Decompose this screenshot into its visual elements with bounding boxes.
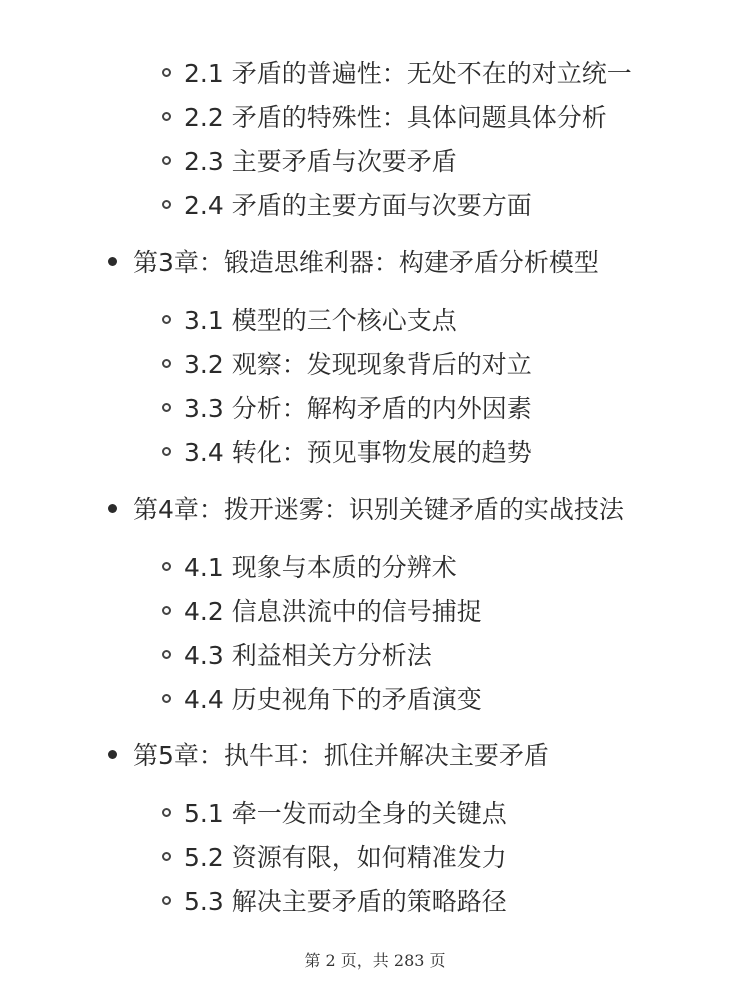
toc-entry-label: 3.3 分析：解构矛盾的内外因素 <box>184 394 532 423</box>
toc-subsection-5-1[interactable] <box>162 794 507 830</box>
toc-subsection-5-3[interactable] <box>162 882 507 918</box>
toc-entry-label: 4.3 利益相关方分析法 <box>184 641 432 670</box>
toc-subsection-3-1[interactable] <box>162 301 457 337</box>
solid-bullet-icon <box>108 504 117 513</box>
toc-subsection-4-4[interactable] <box>162 680 482 716</box>
toc-subsection-2-4[interactable] <box>162 186 532 222</box>
toc-entry-label: 第3章：锻造思维利器：构建矛盾分析模型 <box>133 248 599 277</box>
toc-subsection-4-2[interactable] <box>162 592 482 628</box>
toc-subsection-3-4[interactable] <box>162 433 532 469</box>
hollow-bullet-icon <box>162 852 171 861</box>
toc-entry-label: 第5章：执牛耳：抓住并解决主要矛盾 <box>133 741 549 770</box>
toc-entry-label: 3.4 转化：预见事物发展的趋势 <box>184 438 532 467</box>
hollow-bullet-icon <box>162 156 171 165</box>
hollow-bullet-icon <box>162 403 171 412</box>
toc-entry-label: 第4章：拨开迷雾：识别关键矛盾的实战技法 <box>133 495 624 524</box>
toc-subsection-4-3[interactable] <box>162 636 432 672</box>
toc-entry-label: 3.2 观察：发现现象背后的对立 <box>184 350 532 379</box>
toc-entry-label: 2.3 主要矛盾与次要矛盾 <box>184 147 457 176</box>
hollow-bullet-icon <box>162 112 171 121</box>
hollow-bullet-icon <box>162 694 171 703</box>
toc-entry-label: 2.2 矛盾的特殊性：具体问题具体分析 <box>184 103 607 132</box>
toc-entry-label: 5.2 资源有限，如何精准发力 <box>184 843 507 872</box>
toc-entry-label: 5.3 解决主要矛盾的策略路径 <box>184 887 507 916</box>
toc-subsection-5-2[interactable] <box>162 838 507 874</box>
hollow-bullet-icon <box>162 447 171 456</box>
toc-entry-label: 4.1 现象与本质的分辨术 <box>184 553 457 582</box>
toc-entry-label: 4.2 信息洪流中的信号捕捉 <box>184 597 482 626</box>
hollow-bullet-icon <box>162 359 171 368</box>
toc-chapter-4[interactable] <box>108 490 624 526</box>
hollow-bullet-icon <box>162 315 171 324</box>
toc-subsection-3-3[interactable] <box>162 389 532 425</box>
toc-subsection-2-2[interactable] <box>162 98 607 134</box>
toc-chapter-5[interactable] <box>108 736 549 772</box>
hollow-bullet-icon <box>162 562 171 571</box>
hollow-bullet-icon <box>162 808 171 817</box>
toc-subsection-2-1[interactable] <box>162 54 632 90</box>
toc-entry-label: 2.4 矛盾的主要方面与次要方面 <box>184 191 532 220</box>
toc-entry-label: 4.4 历史视角下的矛盾演变 <box>184 685 482 714</box>
toc-chapter-3[interactable] <box>108 243 599 279</box>
toc-entry-label: 5.1 牵一发而动全身的关键点 <box>184 799 507 828</box>
hollow-bullet-icon <box>162 896 171 905</box>
hollow-bullet-icon <box>162 68 171 77</box>
toc-entry-label: 3.1 模型的三个核心支点 <box>184 306 457 335</box>
hollow-bullet-icon <box>162 200 171 209</box>
toc-entry-label: 2.1 矛盾的普遍性：无处不在的对立统一 <box>184 59 632 88</box>
toc-subsection-4-1[interactable] <box>162 548 457 584</box>
solid-bullet-icon <box>108 257 117 266</box>
solid-bullet-icon <box>108 750 117 759</box>
page-number-footer: 第 2 页，共 283 页 <box>304 951 446 970</box>
toc-subsection-3-2[interactable] <box>162 345 532 381</box>
hollow-bullet-icon <box>162 606 171 615</box>
hollow-bullet-icon <box>162 650 171 659</box>
toc-subsection-2-3[interactable] <box>162 142 457 178</box>
